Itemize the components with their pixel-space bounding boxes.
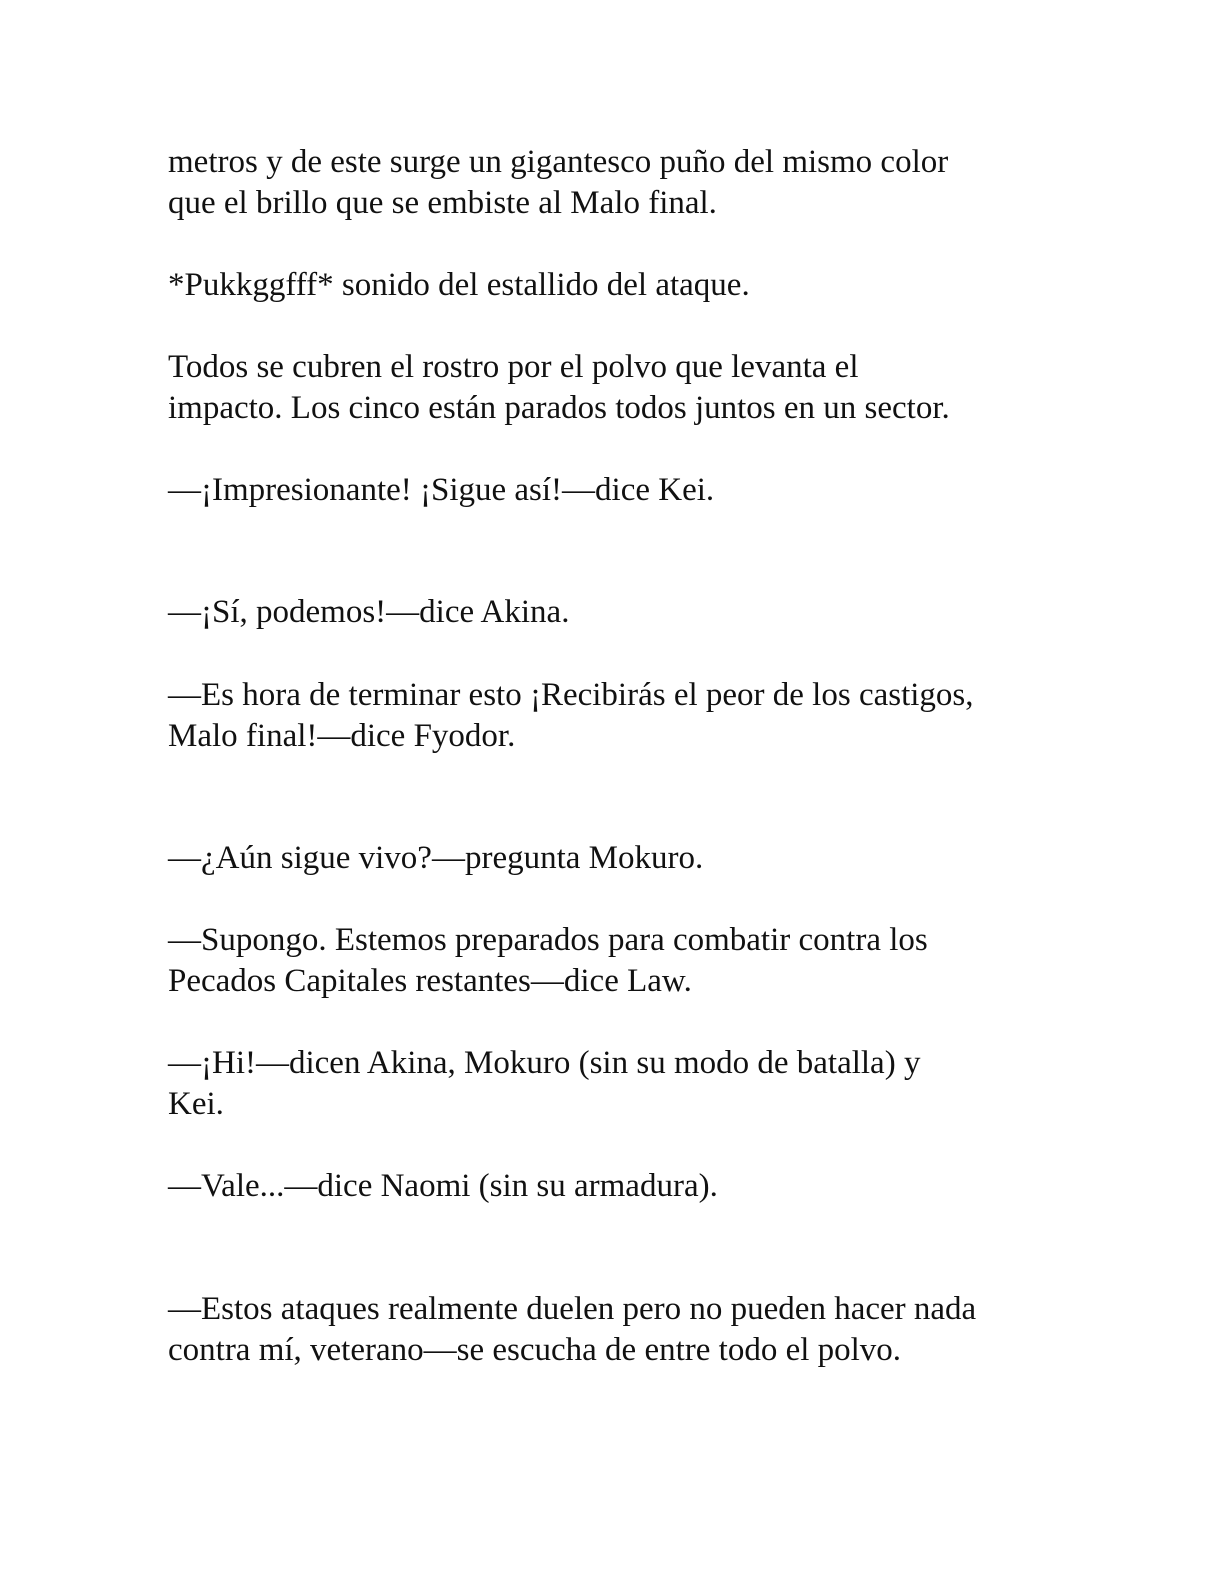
paragraph-8 bbox=[168, 920, 1068, 1002]
text-line: impacto. Los cinco están parados todos juntos en un sector. bbox=[168, 390, 950, 426]
text-line: —Es hora de terminar esto ¡Recibirás el peor de los castigos, bbox=[168, 677, 974, 713]
paragraph-5 bbox=[168, 592, 1068, 633]
text-line: contra mí, veterano—se escucha de entre todo el polvo. bbox=[168, 1332, 902, 1368]
text-line: que el brillo que se embiste al Malo final. bbox=[168, 185, 717, 221]
paragraph-9 bbox=[168, 1043, 1068, 1125]
text-line: —¡Sí, podemos!—dice Akina. bbox=[168, 594, 570, 630]
text-line: metros y de este surge un gigantesco puño del mismo color bbox=[168, 144, 949, 180]
paragraph-7 bbox=[168, 838, 1068, 879]
paragraph-2 bbox=[168, 265, 1068, 306]
paragraph-1 bbox=[168, 142, 1068, 224]
paragraph-6 bbox=[168, 675, 1068, 757]
text-line: —Supongo. Estemos preparados para combatir contra los bbox=[168, 922, 928, 958]
paragraph-10 bbox=[168, 1166, 1068, 1207]
paragraph-11 bbox=[168, 1289, 1068, 1371]
text-line: Pecados Capitales restantes—dice Law. bbox=[168, 963, 692, 999]
text-line: Malo final!—dice Fyodor. bbox=[168, 718, 516, 754]
paragraph-4 bbox=[168, 470, 1068, 511]
text-line: —Estos ataques realmente duelen pero no pueden hacer nada bbox=[168, 1291, 977, 1327]
text-line: —¡Hi!—dicen Akina, Mokuro (sin su modo de batalla) y bbox=[168, 1045, 921, 1081]
text-line: —¿Aún sigue vivo?—pregunta Mokuro. bbox=[168, 840, 704, 876]
text-line: *Pukkggfff* sonido del estallido del ataque. bbox=[168, 267, 750, 303]
text-line: —Vale...—dice Naomi (sin su armadura). bbox=[168, 1168, 718, 1204]
text-line: Todos se cubren el rostro por el polvo que levanta el bbox=[168, 349, 859, 385]
text-line: —¡Impresionante! ¡Sigue así!—dice Kei. bbox=[168, 472, 715, 508]
text-line: Kei. bbox=[168, 1086, 224, 1122]
paragraph-3 bbox=[168, 347, 1068, 429]
